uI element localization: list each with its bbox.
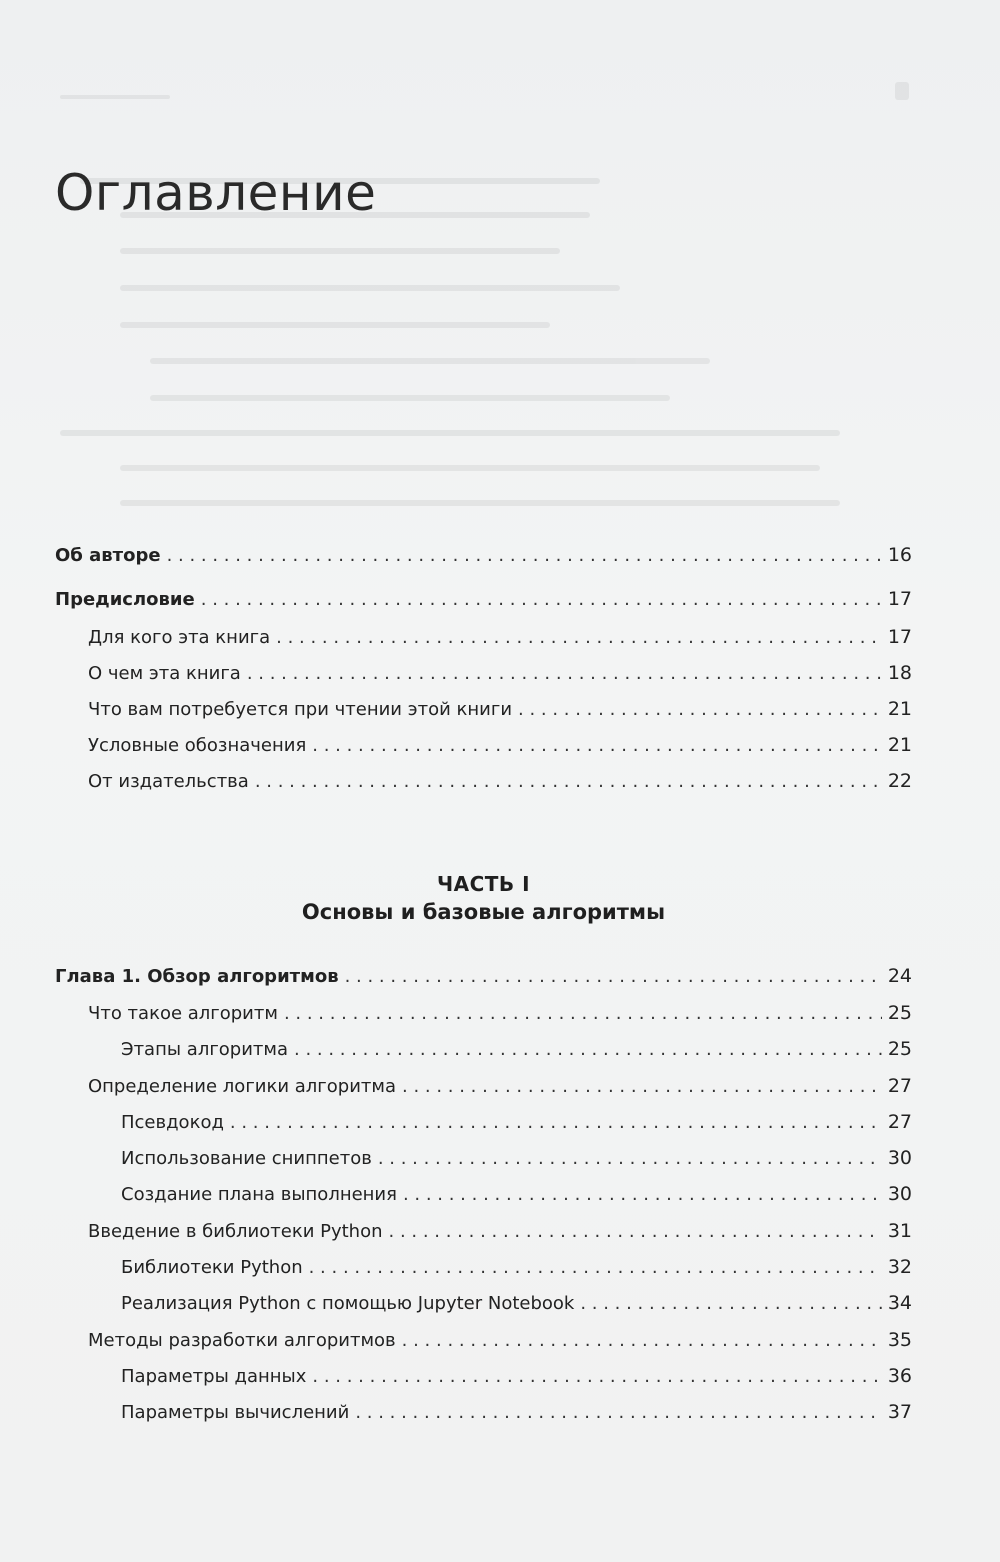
toc-entry-page: 25 <box>887 1038 912 1060</box>
leader-dots <box>284 1003 882 1024</box>
toc-entry[interactable] <box>55 1256 912 1286</box>
toc-entry-page: 22 <box>887 770 912 792</box>
toc-entry-label: Методы разработки алгоритмов <box>88 1330 396 1351</box>
toc-entry-page: 36 <box>887 1365 912 1387</box>
show-through-texture <box>0 0 1000 560</box>
leader-dots <box>355 1402 881 1423</box>
toc-entry-page: 21 <box>887 698 912 720</box>
toc-entry-page: 35 <box>887 1329 912 1351</box>
toc-entry-label: Создание плана выполнения <box>121 1184 397 1205</box>
toc-entry-label: Введение в библиотеки Python <box>88 1221 383 1242</box>
toc-entry[interactable] <box>55 1329 912 1359</box>
leader-dots <box>294 1039 882 1060</box>
toc-entry-requirements[interactable] <box>55 698 912 728</box>
leader-dots <box>389 1221 882 1242</box>
toc-entry-page: 25 <box>887 1002 912 1024</box>
leader-dots <box>402 1076 882 1097</box>
toc-entry-page: 27 <box>887 1075 912 1097</box>
toc-entry[interactable] <box>55 1292 912 1322</box>
leader-dots <box>518 699 882 720</box>
toc-entry[interactable] <box>55 1111 912 1141</box>
leader-dots <box>312 735 882 756</box>
toc-entry-page: 17 <box>887 588 912 610</box>
toc-entry-publisher[interactable] <box>55 770 912 800</box>
leader-dots <box>580 1293 881 1314</box>
toc-entry-label: Что вам потребуется при чтении этой книги <box>88 699 513 720</box>
toc-entry-label: Этапы алгоритма <box>121 1039 289 1060</box>
toc-entry-label: Реализация Python с помощью Jupyter Notebook <box>121 1293 575 1314</box>
toc-entry-label: Псевдокод <box>121 1112 224 1133</box>
part-number: ЧАСТЬ I <box>436 872 531 896</box>
toc-entry-page: 27 <box>887 1111 912 1133</box>
toc-entry[interactable] <box>55 1038 912 1068</box>
toc-entry-page: 21 <box>887 734 912 756</box>
toc-entry[interactable] <box>55 1183 912 1213</box>
toc-entry-label: Библиотеки Python <box>121 1257 303 1278</box>
toc-entry-label: Параметры данных <box>121 1366 307 1387</box>
toc-entry-page: 34 <box>887 1292 912 1314</box>
toc-entry[interactable] <box>55 1365 912 1395</box>
toc-entry-page: 17 <box>887 626 912 648</box>
toc-entry-label: Предисловие <box>55 589 195 610</box>
leader-dots <box>230 1112 882 1133</box>
toc-entry[interactable] <box>55 1147 912 1177</box>
leader-dots <box>312 1366 881 1387</box>
toc-entry-about-author[interactable] <box>55 544 912 574</box>
toc-entry[interactable] <box>55 1075 912 1105</box>
toc-entry-label: Условные обозначения <box>88 735 307 756</box>
toc-entry-label: От издательства <box>88 771 249 792</box>
toc-entry[interactable] <box>55 1220 912 1250</box>
toc-entry-page: 16 <box>887 544 912 566</box>
toc-entry-page: 24 <box>887 965 912 987</box>
toc-entry-chapter-1[interactable] <box>55 965 912 995</box>
toc-entry-label: Определение логики алгоритма <box>88 1076 396 1097</box>
toc-entry-label: Об авторе <box>55 545 161 566</box>
toc-entry-label: Глава 1. Обзор алгоритмов <box>55 966 339 987</box>
part-heading <box>55 872 912 924</box>
toc-entry-preface[interactable] <box>55 588 912 618</box>
leader-dots <box>402 1330 882 1351</box>
leader-dots <box>167 545 882 566</box>
toc-entry-label: Для кого эта книга <box>88 627 271 648</box>
toc-entry-audience[interactable] <box>55 626 912 656</box>
toc-entry-label: Использование сниппетов <box>121 1148 372 1169</box>
leader-dots <box>309 1257 882 1278</box>
toc-entry-page: 37 <box>887 1401 912 1423</box>
toc-entry-label: Параметры вычислений <box>121 1402 350 1423</box>
part-title: Основы и базовые алгоритмы <box>301 900 666 924</box>
leader-dots <box>201 589 882 610</box>
leader-dots <box>403 1184 882 1205</box>
leader-dots <box>378 1148 882 1169</box>
toc-entry-label: Что такое алгоритм <box>88 1003 278 1024</box>
toc-entry-contents[interactable] <box>55 662 912 692</box>
toc-entry-label: О чем эта книга <box>88 663 241 684</box>
leader-dots <box>255 771 882 792</box>
leader-dots <box>276 627 882 648</box>
toc-entry-page: 32 <box>887 1256 912 1278</box>
leader-dots <box>247 663 882 684</box>
toc-entry[interactable] <box>55 1401 912 1431</box>
toc-entry-page: 31 <box>887 1220 912 1242</box>
toc-entry-page: 18 <box>887 662 912 684</box>
page-title: Оглавление <box>55 164 377 222</box>
toc-entry-page: 30 <box>887 1183 912 1205</box>
toc-entry-conventions[interactable] <box>55 734 912 764</box>
toc-entry-page: 30 <box>887 1147 912 1169</box>
leader-dots <box>345 966 882 987</box>
toc-entry[interactable] <box>55 1002 912 1032</box>
